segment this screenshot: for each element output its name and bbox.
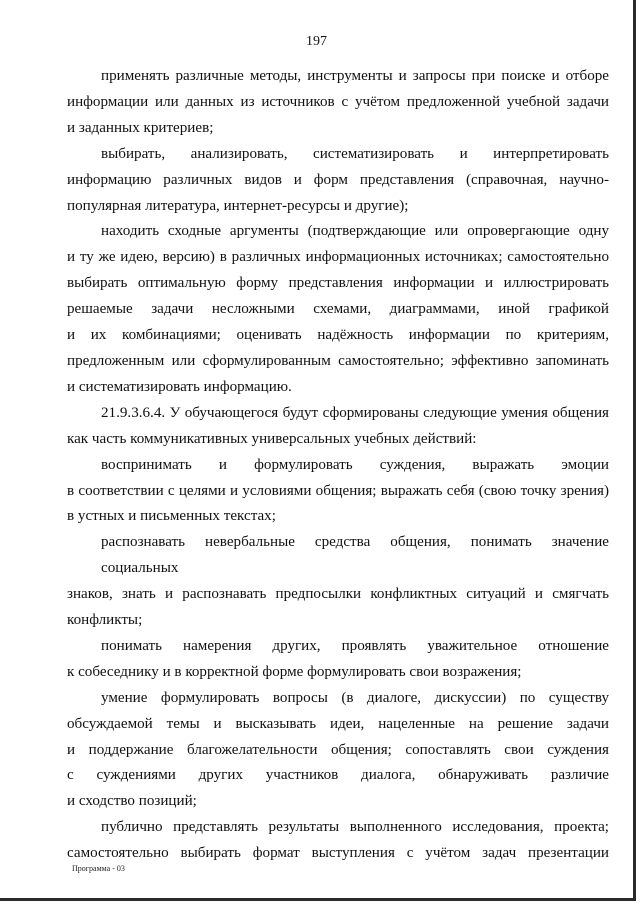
text-line: и сходство позиций; bbox=[67, 793, 197, 810]
text-line: информацию различных видов и форм представления (справочная, научно- bbox=[67, 171, 609, 188]
text-line: самостоятельно выбирать формат выступления с учётом задач презентации bbox=[67, 845, 609, 862]
text-line: конфликты; bbox=[67, 612, 143, 629]
text-line: понимать намерения других, проявлять уважительное отношение bbox=[101, 637, 609, 654]
text-line: в соответствии с целями и условиями общения; выражать себя (свою точку зрения) bbox=[67, 482, 609, 499]
text-line: знаков, знать и распознавать предпосылки конфликтных ситуаций и смягчать bbox=[67, 586, 609, 603]
paragraph bbox=[67, 453, 609, 531]
text-line: и заданных критериев; bbox=[67, 119, 214, 136]
paragraph bbox=[67, 142, 609, 220]
paragraph bbox=[67, 815, 609, 867]
paragraph bbox=[67, 64, 609, 142]
text-line: решаемые задачи несложными схемами, диаграммами, иной графикой bbox=[67, 301, 609, 318]
text-line: с суждениями других участников диалога, обнаруживать различие bbox=[67, 767, 609, 784]
text-line: предложенным или сформулированным самостоятельно; эффективно запоминать bbox=[67, 352, 609, 369]
text-line: к собеседнику и в корректной форме формулировать свои возражения; bbox=[67, 663, 522, 680]
text-line: и ту же идею, версию) в различных информационных источниках; самостоятельно bbox=[67, 249, 609, 266]
text-line: в устных и письменных текстах; bbox=[67, 508, 276, 525]
text-line: и их комбинациями; оценивать надёжность информации по критериям, bbox=[67, 327, 609, 344]
text-line: информации или данных из источников с учётом предложенной учебной задачи bbox=[67, 93, 609, 110]
paragraph bbox=[67, 401, 609, 453]
page-number: 197 bbox=[306, 34, 327, 49]
paragraph bbox=[67, 686, 609, 816]
text-line: популярная литература, интернет-ресурсы и другие); bbox=[67, 197, 409, 214]
paragraph bbox=[67, 530, 609, 634]
page-footer: Программа - 03 bbox=[72, 864, 125, 873]
text-line: воспринимать и формулировать суждения, выражать эмоции bbox=[101, 456, 609, 473]
text-line: распознавать невербальные средства общения, понимать значение социальных bbox=[101, 534, 609, 577]
paragraph bbox=[67, 219, 609, 400]
paragraph bbox=[67, 634, 609, 686]
text-line: и поддержание благожелательности общения; сопоставлять свои суждения bbox=[67, 741, 609, 758]
text-line: и систематизировать информацию. bbox=[67, 378, 292, 395]
body-text bbox=[67, 64, 609, 867]
text-line: публично представлять результаты выполненного исследования, проекта; bbox=[101, 819, 609, 836]
text-line: выбирать, анализировать, систематизировать и интерпретировать bbox=[101, 145, 609, 162]
text-line: 21.9.3.6.4. У обучающегося будут сформированы следующие умения общения bbox=[101, 404, 609, 421]
text-line: обсуждаемой темы и высказывать идеи, нацеленные на решение задачи bbox=[67, 715, 609, 732]
text-line: применять различные методы, инструменты и запросы при поиске и отборе bbox=[101, 68, 609, 84]
text-line: как часть коммуникативных универсальных учебных действий: bbox=[67, 430, 477, 447]
text-line: умение формулировать вопросы (в диалоге, дискуссии) по существу bbox=[101, 689, 609, 706]
text-line: находить сходные аргументы (подтверждающие или опровергающие одну bbox=[101, 223, 609, 240]
text-line: выбирать оптимальную форму представления информации и иллюстрировать bbox=[67, 275, 609, 292]
